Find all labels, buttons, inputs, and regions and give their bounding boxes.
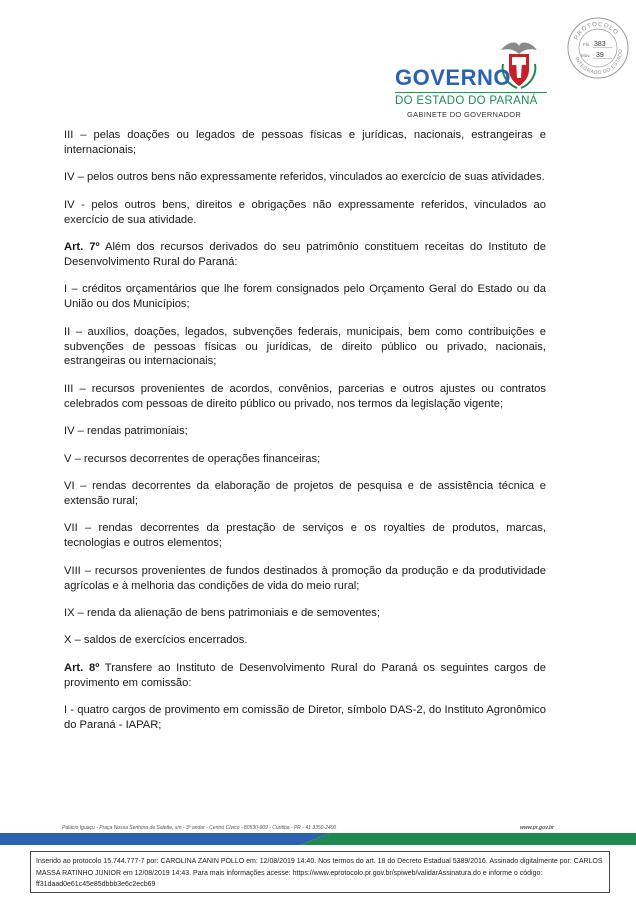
protocol-stamp xyxy=(566,16,630,80)
stamp-fls-value: 383 xyxy=(594,41,606,48)
paragraph: IV - pelos outros bens, direitos e obrigações não expressamente referidos, vinculados ao exercício de sua atividade. xyxy=(64,198,546,226)
footer-address: Palácio Iguaçu - Praça Nossa Senhora de Salette, s/n - 3º andar - Centro Cívico - 80530-909 - Curitiba - PR - 41 3350-2400 xyxy=(62,825,337,831)
protocol-note: Inserido ao protocolo 15.744.777-7 por: CAROLINA ZANIN POLLO em: 12/08/2019 14:40. Nos termos do art. 18 do Decreto Estadual 5389/2016. Assinado digitalmente por: CARLOS MASSA RATINHO JUNIOR em 12/08/2019 14:43. Para mais informações acesse: https://www.eprotocolo.pr.gov.br/spiweb/validarAssinatura.do e informe o código: ff31daad0e61c45e85dbbb3e6c2ecb69 xyxy=(30,851,610,893)
paragraph: VI – rendas decorrentes da elaboração de projetos de pesquisa e de assistência técnica e extensão rural; xyxy=(64,480,546,507)
article-7-heading: Art. 7º xyxy=(64,241,100,254)
stamp-bottom-text: INTEGRADO DO ESTADO xyxy=(573,48,625,77)
footer-url: www.pr.gov.br xyxy=(520,825,554,831)
paragraph: III – pelas doações ou legados de pessoas físicas e jurídicas, nacionais, estrangeiras e internacionais; xyxy=(64,129,546,156)
article-7-paragraph xyxy=(64,240,546,270)
paragraph: IV – pelos outros bens não expressamente referidos, vinculados ao exercício de suas atividades. xyxy=(64,171,545,184)
logo-divider xyxy=(395,92,547,93)
paragraph: VII – rendas decorrentes da prestação de serviços e os royalties de produtos, marcas, tecnologias e outros elementos; xyxy=(64,522,546,550)
article-8-paragraph xyxy=(64,661,546,691)
paragraph: IX – renda da alienação de bens patrimoniais e de semoventes; xyxy=(64,606,380,619)
stamp-top-text: PROTOCOLO xyxy=(573,21,620,42)
svg-text:PROTOCOLO xyxy=(574,22,619,41)
government-logo xyxy=(395,40,545,120)
document-body xyxy=(64,128,546,745)
article-8-text: Transfere ao Instituto de Desenvolvimento Rural do Paraná os seguintes cargos de provimento em comissão: xyxy=(64,661,546,689)
article-8-heading: Art. 8º xyxy=(64,661,100,674)
paragraph: I – créditos orçamentários que lhe forem consignados pelo Orçamento Geral do Estado ou da União ou dos Municípios; xyxy=(64,283,546,311)
stamp-fls-label: Fls. xyxy=(583,42,591,47)
paragraph: IV – rendas patrimoniais; xyxy=(64,425,188,438)
logo-cabinet-text: GABINETE DO GOVERNADOR xyxy=(407,110,522,119)
paragraph: III – recursos provenientes de acordos, convênios, parcerias e outros ajustes ou contratos celebrados com pessoas de direito público ou privado, nos termos da legislação vigente; xyxy=(64,382,546,410)
article-7-text: Além dos recursos derivados do seu patrimônio constituem receitas do Instituto de Desenvolvimento Rural do Paraná: xyxy=(64,241,547,268)
stamp-mov-value: 39 xyxy=(596,52,604,59)
footer-color-bar xyxy=(0,833,636,845)
paragraph: II – auxílios, doações, legados, subvenções federais, municipais, bem como contribuições e subvenções de pessoas físicas ou jurídicas, de direito público ou privado, nacionais, estrangeiras ou internacionais; xyxy=(64,325,546,368)
paragraph: I - quatro cargos de provimento em comissão de Diretor, símbolo DAS-2, do Instituto Agronômico do Paraná - IAPAR; xyxy=(64,704,546,731)
paragraph: X – saldos de exercícios encerrados. xyxy=(64,634,248,647)
paragraph: V – recursos decorrentes de operações financeiras; xyxy=(64,452,321,465)
stamp-mov-label: Mov. xyxy=(581,53,591,58)
paragraph: VIII – recursos provenientes de fundos destinados à promoção da produção e da produtividade agrícolas e à melhoria das condições de vida do meio rural; xyxy=(64,564,546,592)
logo-governo-text: GOVERNO xyxy=(395,65,511,90)
logo-state-text: DO ESTADO DO PARANÁ xyxy=(395,95,538,107)
